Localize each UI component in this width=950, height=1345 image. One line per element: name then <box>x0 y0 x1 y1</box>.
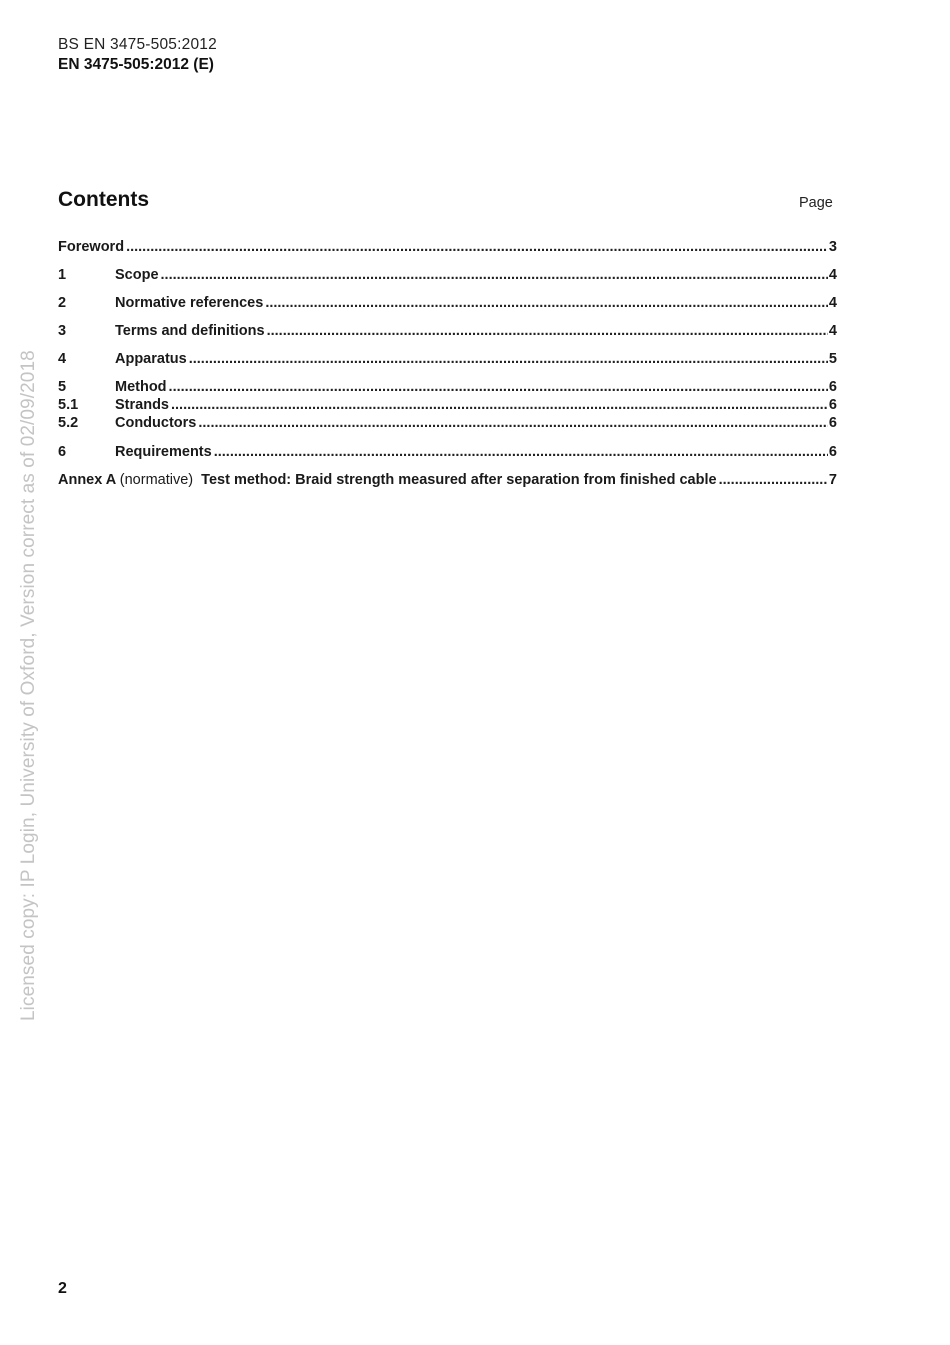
toc-entry-page: 3 <box>828 239 837 255</box>
toc-entry-page: 6 <box>828 415 837 431</box>
toc-entry-requirements[interactable] <box>58 443 837 461</box>
standard-id-en: EN 3475-505:2012 (E) <box>58 56 214 73</box>
contents-title: Contents <box>58 188 149 211</box>
toc-entry-number: 1 <box>58 267 67 283</box>
toc-leader <box>189 350 828 368</box>
page-column-label: Page <box>799 195 833 211</box>
toc-entry-page: 4 <box>828 295 837 311</box>
toc-entry-number: 5.1 <box>58 397 79 413</box>
toc-entry-title: Test method: Braid strength measured after separation from finished cable <box>201 472 717 488</box>
toc-entry-title: Requirements <box>115 444 212 460</box>
toc-entry-normative-references[interactable] <box>58 294 837 312</box>
page-number: 2 <box>58 1280 67 1297</box>
toc-entry-page: 7 <box>828 472 837 488</box>
toc-entry-strands[interactable] <box>58 396 837 414</box>
toc-entry-number: 3 <box>58 323 67 339</box>
annex-type: (normative) <box>119 472 194 488</box>
toc-entry-number: 4 <box>58 351 67 367</box>
toc-entry-page: 6 <box>828 397 837 413</box>
toc-leader <box>198 414 828 432</box>
license-watermark: Licensed copy: IP Login, University of Oxford, Version correct as of 02/09/2018 <box>18 350 39 1021</box>
toc-leader <box>171 396 828 414</box>
toc-entry-scope[interactable] <box>58 266 837 284</box>
toc-entry-title: Foreword <box>58 239 125 255</box>
toc-entry-terms-and-definitions[interactable] <box>58 322 837 340</box>
toc-leader <box>214 443 828 461</box>
toc-entry-title: Conductors <box>115 415 197 431</box>
toc-entry-annex-heading <box>58 471 717 489</box>
toc-leader <box>169 378 828 396</box>
toc-entry-number: 2 <box>58 295 67 311</box>
toc-entry-number: 5.2 <box>58 415 79 431</box>
toc-entry-method[interactable] <box>58 378 837 396</box>
toc-entry-title: Strands <box>115 397 169 413</box>
toc-entry-title: Apparatus <box>115 351 187 367</box>
toc-entry-foreword[interactable] <box>58 238 837 256</box>
toc-entry-title: Normative references <box>115 295 264 311</box>
toc-leader <box>126 238 828 256</box>
annex-label: Annex A <box>58 472 116 488</box>
toc-entry-page: 5 <box>828 351 837 367</box>
standard-id: BS EN 3475-505:2012 <box>58 36 217 53</box>
toc-entry-title: Terms and definitions <box>115 323 265 339</box>
toc-entry-page: 6 <box>828 444 837 460</box>
toc-entry-page: 4 <box>828 267 837 283</box>
toc-leader <box>265 294 828 312</box>
toc-leader <box>719 471 828 489</box>
toc-leader <box>267 322 828 340</box>
toc-leader <box>161 266 828 284</box>
toc-entry-apparatus[interactable] <box>58 350 837 368</box>
toc-entry-page: 6 <box>828 379 837 395</box>
toc-entry-conductors[interactable] <box>58 414 837 432</box>
toc-entry-page: 4 <box>828 323 837 339</box>
toc-entry-annex-a[interactable] <box>58 471 837 489</box>
toc-entry-number: 6 <box>58 444 67 460</box>
toc-entry-title: Scope <box>115 267 159 283</box>
toc-entry-title: Method <box>115 379 167 395</box>
toc-entry-number: 5 <box>58 379 67 395</box>
